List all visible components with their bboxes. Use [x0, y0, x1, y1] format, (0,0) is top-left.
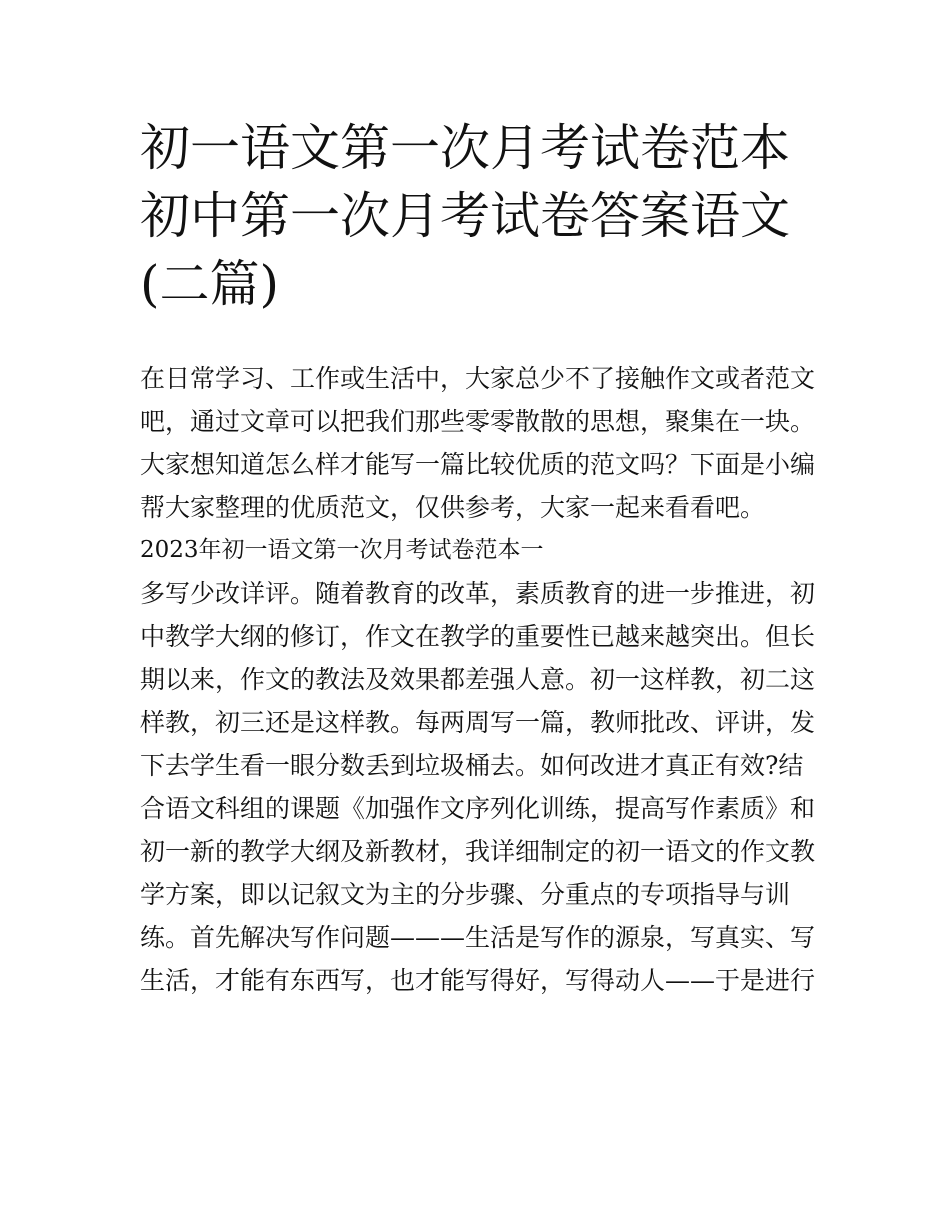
section-line: 学方案，即以记叙文为主的分步骤、分重点的专项指导与训 — [140, 880, 791, 909]
intro-line: 在日常学习、工作或生活中，大家总少不了接触作文或者范文 — [140, 364, 816, 393]
section-line: 初一新的教学大纲及新教材，我详细制定的初一语文的作文教 — [140, 837, 816, 866]
document-body — [140, 357, 830, 1002]
section-line: 合语文科组的课题《加强作文序列化训练，提高写作素质》和 — [140, 794, 816, 823]
title-line: 初中第一次月考试卷答案语文 — [140, 187, 790, 245]
section-line: 练。首先解决写作问题———生活是写作的源泉，写真实、写 — [140, 923, 816, 952]
document-title — [140, 114, 830, 318]
section-line: 生活，才能有东西写，也才能写得好，写得动人——于是进行 — [140, 966, 816, 995]
section-line: 样教，初三还是这样教。每两周写一篇，教师批改、评讲，发 — [140, 708, 816, 737]
intro-line: 大家想知道怎么样才能写一篇比较优质的范文吗？下面是小编 — [140, 450, 816, 479]
intro-line: 帮大家整理的优质范文，仅供参考，大家一起来看看吧。 — [140, 493, 766, 522]
section-line: 中教学大纲的修订，作文在教学的重要性已越来越突出。但长 — [140, 622, 816, 651]
intro-line: 吧，通过文章可以把我们那些零零散散的思想，聚集在一块。 — [140, 407, 816, 436]
section-line: 下去学生看一眼分数丢到垃圾桶去。如何改进才真正有效?结 — [140, 751, 804, 780]
section-line: 期以来，作文的教法及效果都差强人意。初一这样教，初二这 — [140, 665, 816, 694]
section-heading: 2023年初一语文第一次月考试卷范本一 — [140, 537, 544, 563]
title-line: (二篇) — [140, 255, 280, 313]
section-line: 多写少改详评。随着教育的改革，素质教育的进一步推进，初 — [140, 579, 816, 608]
title-line: 初一语文第一次月考试卷范本 — [140, 119, 790, 177]
